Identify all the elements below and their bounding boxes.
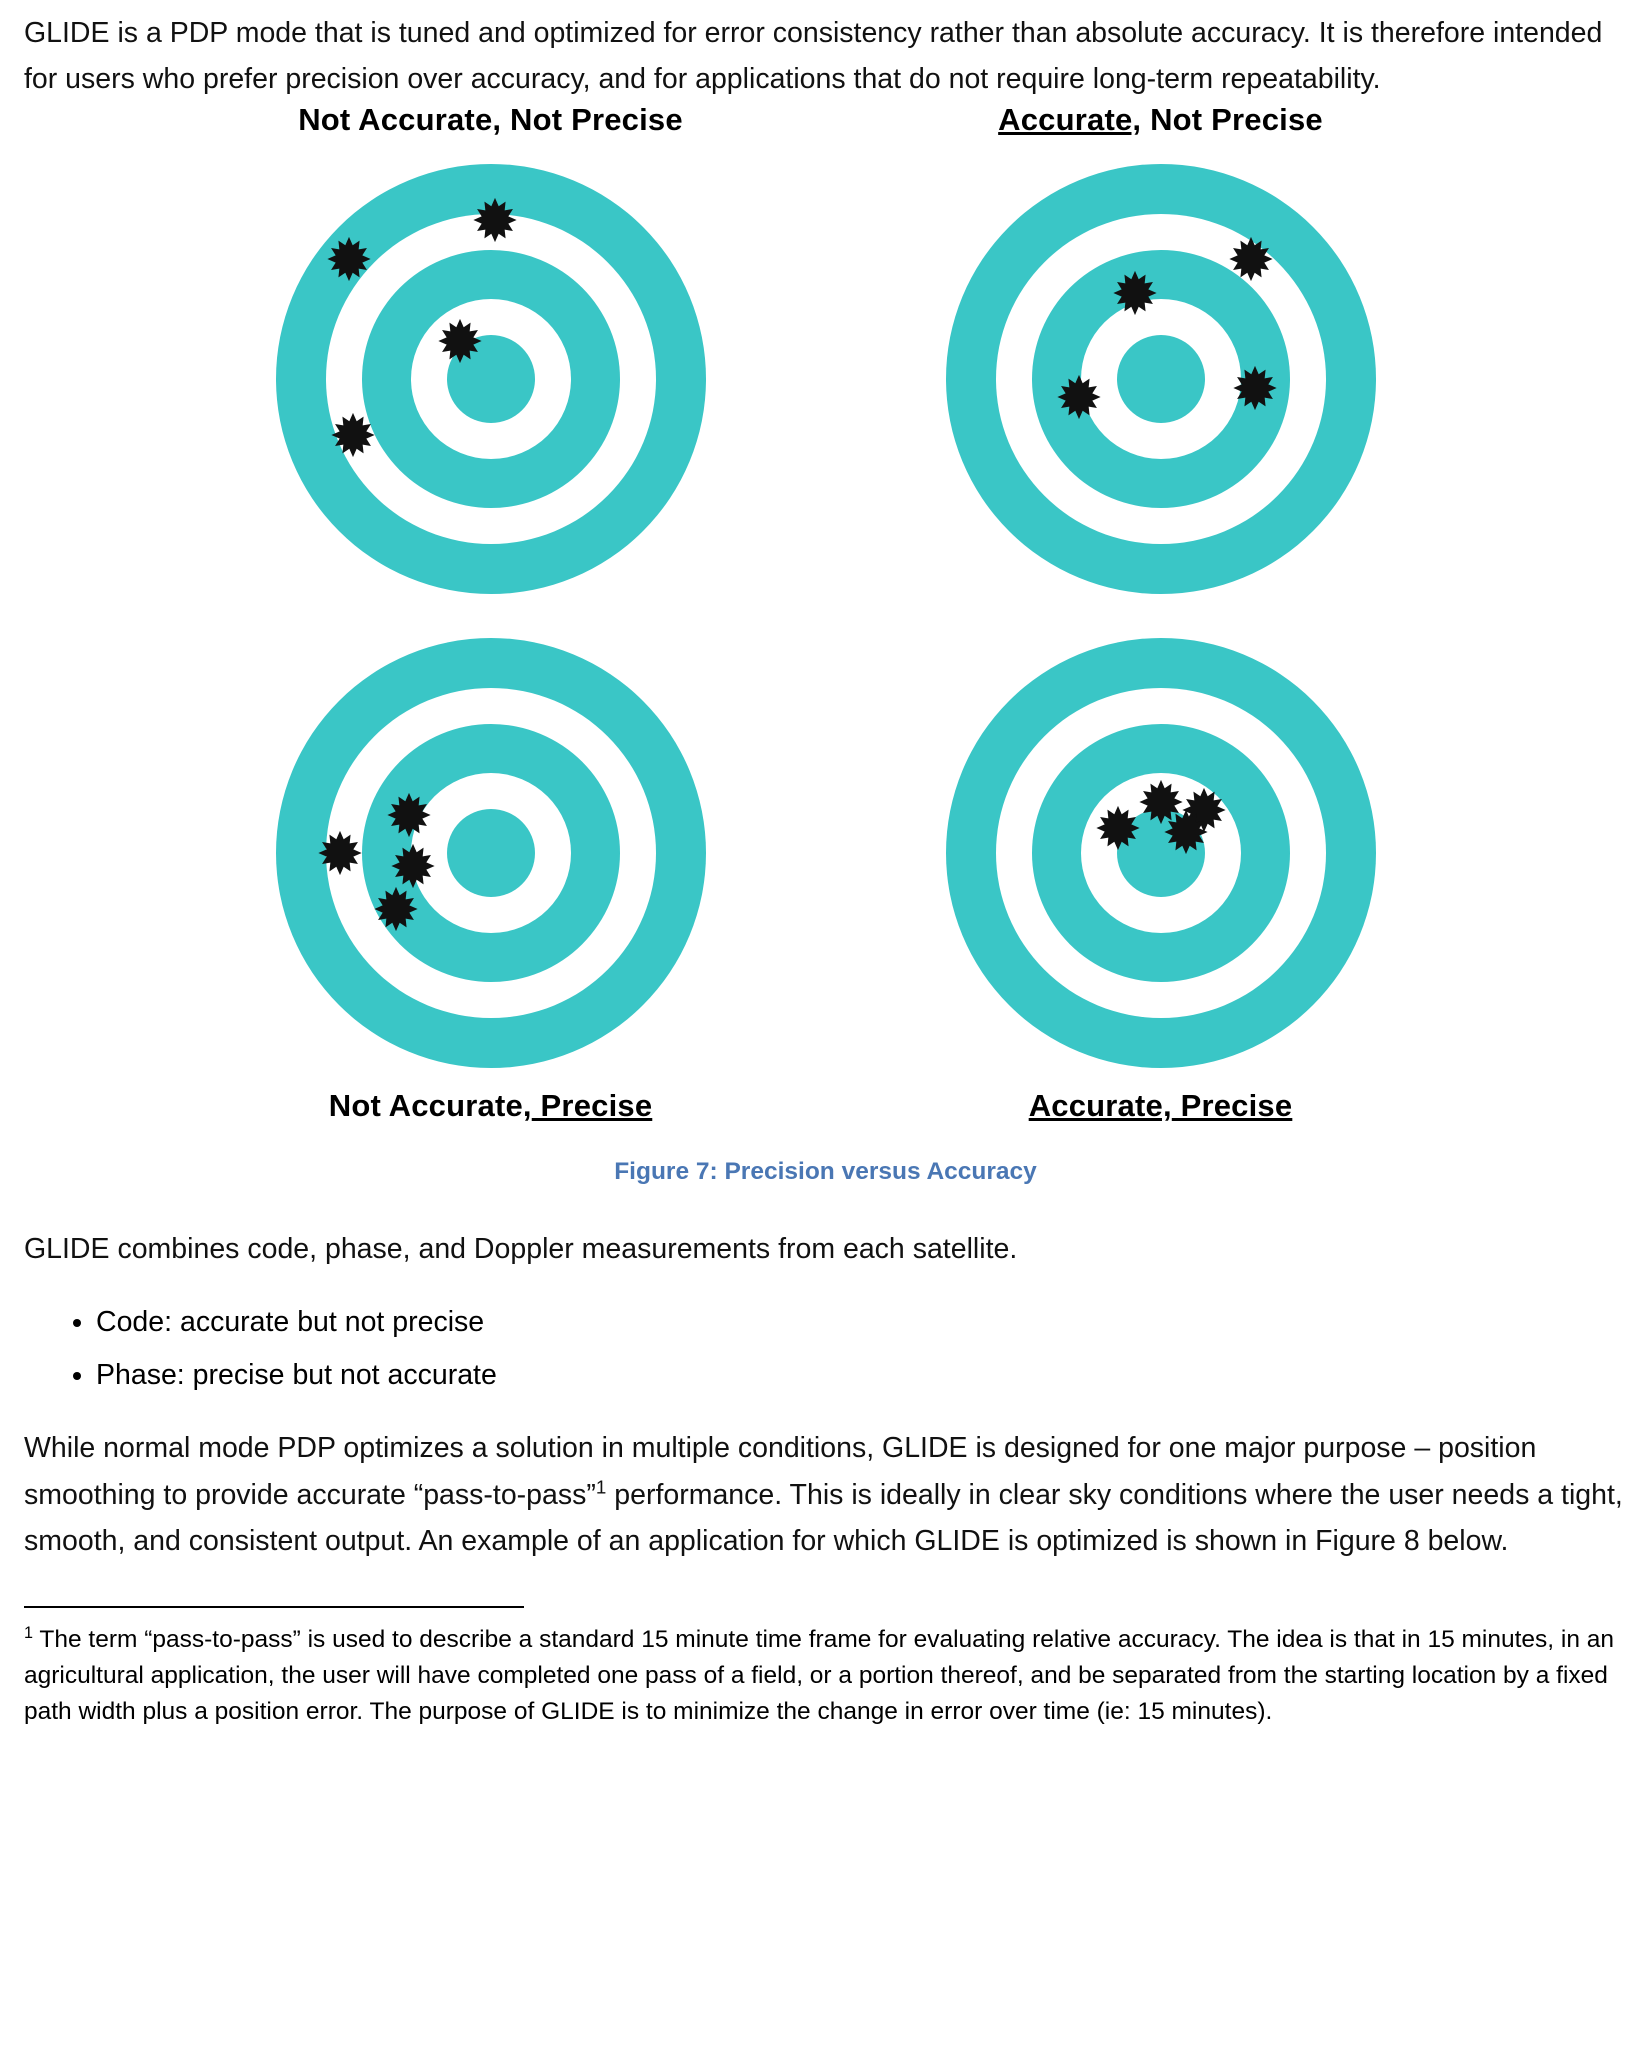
target-quadrant-accurate-precise — [946, 638, 1376, 1124]
intro-paragraph: GLIDE is a PDP mode that is tuned and optimized for error consistency rather than absolute accuracy. It is therefore intended for users who prefer precision over accuracy, and for applications that do not require long-term repeatability. — [24, 17, 1603, 96]
quadrant-label-top-right — [998, 102, 1323, 138]
quadrant-label-part2: Precise — [1171, 1088, 1293, 1124]
shot-splat-icon — [437, 318, 483, 364]
shot-splat-icon — [472, 197, 518, 243]
footnote-text: The term “pass-to-pass” is used to describe a standard 15 minute time frame for evaluating relative accuracy. The idea is that in 15 minutes, in an agricultural application, the user will have completed one pass of a field, or a portion thereof, and be separated from the starting location by a fixed path width plus a position error. The purpose of GLIDE is to minimize the change in error over time (ie: 15 minutes). — [24, 1625, 1615, 1726]
footnote-reference: 1 — [595, 1476, 607, 1497]
footnote-marker: 1 — [24, 1623, 33, 1642]
list-item: • Code: accurate but not precise — [96, 1298, 1627, 1346]
figure-7 — [156, 102, 1496, 1186]
quadrant-label-bottom-right — [1029, 1088, 1293, 1124]
bullet-list — [24, 1298, 1627, 1399]
paragraph-combines: GLIDE combines code, phase, and Doppler measurements from each satellite. — [24, 1233, 1018, 1266]
target-rings — [276, 164, 706, 594]
footnote — [24, 1622, 1627, 1731]
target-rings — [946, 164, 1376, 594]
paragraph-text-part1: While normal mode PDP optimizes a solution in multiple conditions, GLIDE is designed for one major purpose – position smoothing to provide accurate “pass-to-pass” — [24, 1432, 1537, 1511]
shot-splat-icon — [1112, 270, 1158, 316]
ring-bullseye — [447, 809, 535, 897]
shot-splat-icon — [1056, 374, 1102, 420]
quadrant-label-part2: Not Precise — [1141, 102, 1323, 138]
quadrant-label-part2: Not Precise — [501, 102, 683, 138]
targets-grid — [156, 102, 1496, 1124]
paragraph-glide-purpose — [24, 1425, 1627, 1563]
quadrant-label-part2: Precise — [531, 1088, 653, 1124]
target-rings — [276, 638, 706, 1068]
target-quadrant-accurate-not-precise — [946, 102, 1376, 594]
quadrant-label-part1: Accurate, — [1028, 1088, 1172, 1124]
shot-splat-icon — [390, 843, 436, 889]
paragraph-text-part2: performance. This is ideally in clear sky conditions where the user needs a tight, smooth, and consistent output. An example of an application for which GLIDE is optimized is shown in Figure 8 below. — [24, 1478, 1623, 1557]
shot-splat-icon — [326, 236, 372, 282]
shot-splat-icon — [1163, 809, 1209, 855]
quadrant-label-part1: Not Accurate, — [328, 1088, 532, 1124]
quadrant-label-part1: Accurate, — [998, 102, 1142, 138]
shot-splat-icon — [373, 886, 419, 932]
quadrant-label-bottom-left — [329, 1088, 653, 1124]
target-quadrant-not-accurate-not-precise — [276, 102, 706, 594]
target-rings — [946, 638, 1376, 1068]
target-quadrant-not-accurate-precise — [276, 638, 706, 1124]
shot-splat-icon — [330, 412, 376, 458]
shot-splat-icon — [1232, 365, 1278, 411]
quadrant-label-part1: Not Accurate, — [298, 102, 502, 138]
shot-splat-icon — [1095, 805, 1141, 851]
shot-splat-icon — [1228, 236, 1274, 282]
ring-bullseye — [1117, 335, 1205, 423]
quadrant-label-top-left — [298, 102, 683, 138]
footnote-separator — [24, 1606, 524, 1608]
shot-splat-icon — [317, 830, 363, 876]
shot-splat-icon — [386, 792, 432, 838]
figure-caption: Figure 7: Precision versus Accuracy — [614, 1158, 1037, 1186]
list-item: • Phase: precise but not accurate — [96, 1351, 1627, 1399]
